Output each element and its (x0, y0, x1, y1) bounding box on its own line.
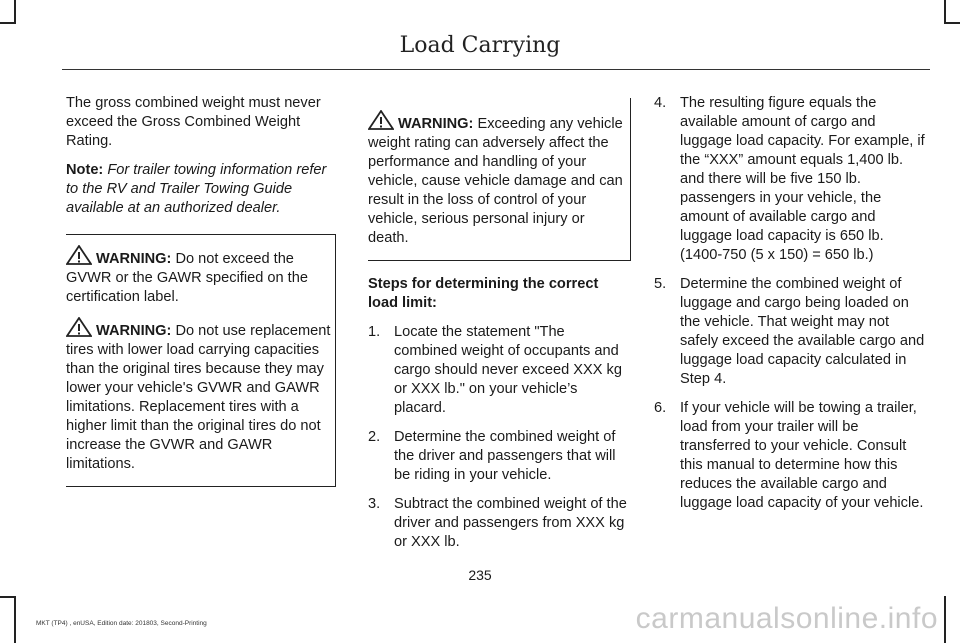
note-paragraph (66, 161, 336, 218)
warning-text: Do not exceed the GVWR or the GAWR specified on the certification label. (66, 251, 308, 305)
warning-label: WARNING: (96, 323, 172, 339)
warning-text: Exceeding any vehicle weight rating can adversely affect the performance and handling of your vehicle, cause vehicle damage and can result in the loss of control of your vehicle, serious personal injury or death. (368, 116, 623, 246)
warning-label: WARNING: (398, 116, 474, 132)
list-item (368, 495, 631, 552)
header-divider (62, 69, 930, 70)
step-text: If your vehicle will be towing a trailer, load from your trailer will be transferred to your vehicle. Consult this manual to determine how this reduces the available cargo and luggage load capacity of your vehicle. (680, 400, 924, 511)
step-number: 6. (654, 400, 667, 416)
warning-label: WARNING: (96, 251, 172, 267)
footer-edition: MKT (TP4) , enUSA, Edition date: 201803, Second-Printing (36, 620, 207, 627)
step-text: The resulting figure equals the available amount of cargo and luggage load capacity. For example, if the “XXX” amount equals 1,400 lb. and there will be five 150 lb. passengers in your vehicle, the amount of available cargo and luggage load capacity is 650 lb. (1400-750 (5 x 150) = 650 lb.) (680, 95, 925, 263)
crop-mark (944, 596, 946, 643)
warning-box (66, 234, 336, 487)
step-number: 5. (654, 276, 667, 292)
note-text: For trailer towing information refer to the RV and Trailer Towing Guide available at an authorized dealer. (66, 162, 327, 216)
warning-box (368, 98, 631, 261)
list-item (654, 399, 928, 513)
warning-triangle-icon (368, 110, 394, 130)
step-text: Subtract the combined weight of the driver and passengers from XXX kg or XXX lb. (394, 496, 627, 550)
page-number: 235 (468, 567, 492, 583)
step-number: 2. (368, 429, 381, 445)
step-number: 1. (368, 324, 381, 340)
note-label: Note: (66, 162, 104, 178)
list-item (654, 275, 928, 389)
steps-heading: Steps for determining the correct load limit: (368, 276, 599, 311)
warning-triangle-icon (66, 317, 92, 337)
step-text: Locate the statement "The combined weight of occupants and cargo should never exceed XXX kg or XXX lb." on your vehicle’s placard. (394, 324, 622, 416)
crop-mark (0, 596, 14, 598)
steps-list (654, 94, 928, 513)
crop-mark (946, 22, 960, 24)
middle-column (368, 98, 631, 562)
warning-item (368, 110, 628, 248)
intro-paragraph: The gross combined weight must never exceed the Gross Combined Weight Rating. (66, 95, 321, 149)
step-number: 4. (654, 95, 667, 111)
crop-mark (0, 22, 14, 24)
page-title: Load Carrying (399, 33, 561, 58)
step-number: 3. (368, 496, 381, 512)
step-text: Determine the combined weight of luggage and cargo being loaded on the vehicle. That weight may not safely exceed the available cargo and luggage load capacity calculated in Step 4. (680, 276, 925, 387)
warning-item (66, 245, 333, 307)
crop-mark (944, 0, 946, 24)
list-item (368, 428, 631, 485)
warning-text: Do not use replacement tires with lower load carrying capacities than the original tires because they may lower your vehicle's GVWR and GAWR limitations. Replacement tires with a higher limit than the original tires do not increase the GVWR and GAWR limitations. (66, 323, 331, 472)
crop-mark (14, 0, 16, 24)
step-text: Determine the combined weight of the driver and passengers that will be riding in your vehicle. (394, 429, 616, 483)
warning-item (66, 317, 333, 474)
watermark: carmanualsonline.info (635, 602, 938, 635)
steps-list (368, 323, 631, 552)
left-column (66, 94, 336, 497)
right-column (654, 94, 928, 523)
crop-mark (14, 596, 16, 643)
list-item (654, 94, 928, 265)
list-item (368, 323, 631, 418)
warning-triangle-icon (66, 245, 92, 265)
